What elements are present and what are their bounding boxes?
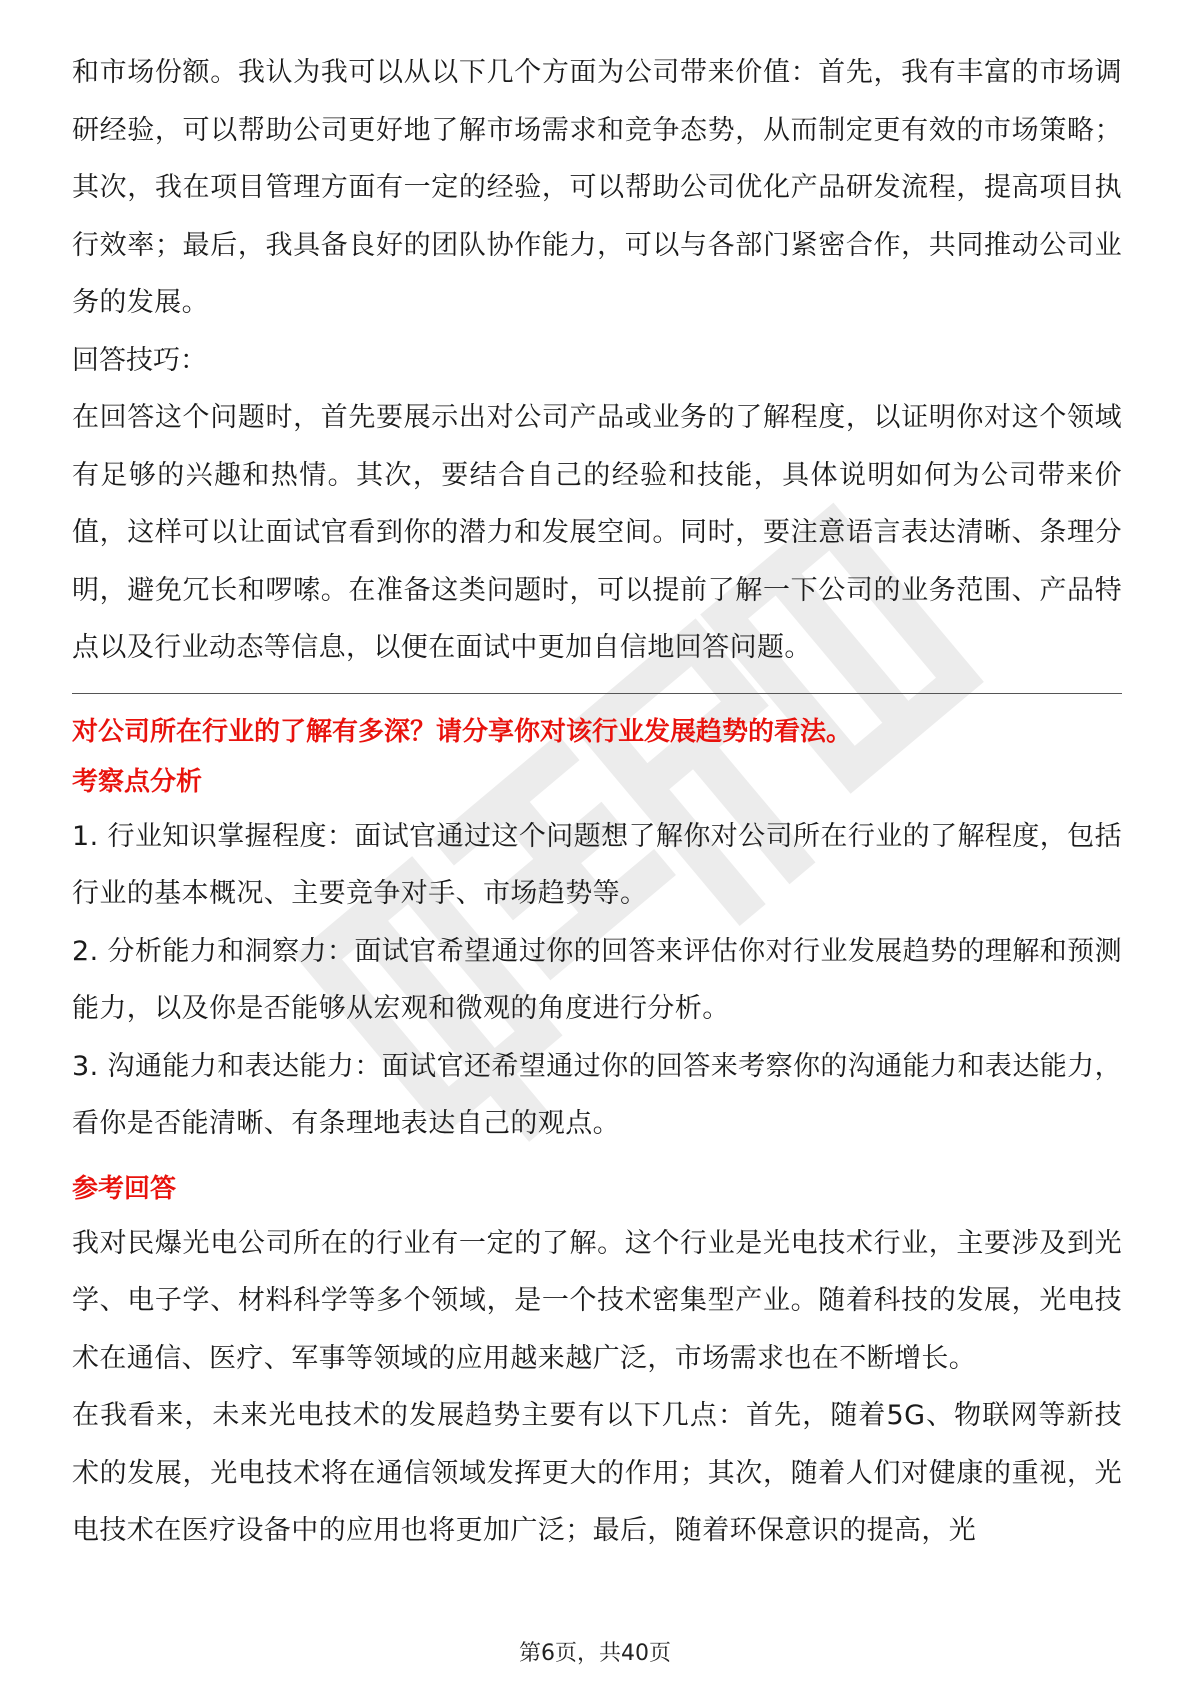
intro-paragraph: 和市场份额。我认为我可以从以下几个方面为公司带来价值：首先，我有丰富的市场调研经验，可以帮助公司更好地了解市场需求和竞争态势，从而制定更有效的市场策略；其次，我在项目管理方面有一定的经验，可以帮助公司优化产品研发流程，提高项目执行效率；最后，我具备良好的团队协作能力，可以与各部门紧密合作，共同推动公司业务的发展。	[72, 57, 1122, 318]
analysis-title: 考察点分析	[72, 766, 203, 797]
analysis-point: 2. 分析能力和洞察力：面试官希望通过你的回答来评估你对行业发展趋势的理解和预测能力，以及你是否能够从宏观和微观的角度进行分析。	[72, 935, 1122, 1024]
tips-paragraph: 在回答这个问题时，首先要展示出对公司产品或业务的了解程度，以证明你对这个领域有足够的兴趣和热情。其次，要结合自己的经验和技能，具体说明如何为公司带来价值，这样可以让面试官看到你的潜力和发展空间。同时，要注意语言表达清晰、条理分明，避免冗长和啰嗦。在准备这类问题时，可以提前了解一下公司的业务范围、产品特点以及行业动态等信息，以便在面试中更加自信地回答问题。	[72, 402, 1122, 663]
answer-paragraph: 我对民爆光电公司所在的行业有一定的了解。这个行业是光电技术行业，主要涉及到光学、电子学、材料科学等多个领域，是一个技术密集型产业。随着科技的发展，光电技术在通信、医疗、军事等领域的应用越来越广泛，市场需求也在不断增长。	[72, 1227, 1122, 1374]
analysis-point: 1. 行业知识掌握程度：面试官通过这个问题想了解你对公司所在行业的了解程度，包括行业的基本概况、主要竞争对手、市场趋势等。	[72, 820, 1122, 909]
answer-paragraph: 在我看来，未来光电技术的发展趋势主要有以下几点：首先，随着5G、物联网等新技术的发展，光电技术将在通信领域发挥更大的作用；其次，随着人们对健康的重视，光电技术在医疗设备中的应用也将更加广泛；最后，随着环保意识的提高，光	[72, 1400, 1122, 1546]
question-title: 对公司所在行业的了解有多深？请分享你对该行业发展趋势的看法。	[72, 716, 853, 747]
answer-title: 参考回答	[72, 1173, 177, 1204]
page-number: 第6页，共40页	[519, 1641, 671, 1666]
page-content	[72, 44, 1122, 1560]
analysis-point: 3. 沟通能力和表达能力：面试官还希望通过你的回答来考察你的沟通能力和表达能力，看你是否能清晰、有条理地表达自己的观点。	[72, 1050, 1122, 1139]
section-divider	[72, 693, 1122, 694]
tips-label: 回答技巧：	[72, 344, 207, 376]
